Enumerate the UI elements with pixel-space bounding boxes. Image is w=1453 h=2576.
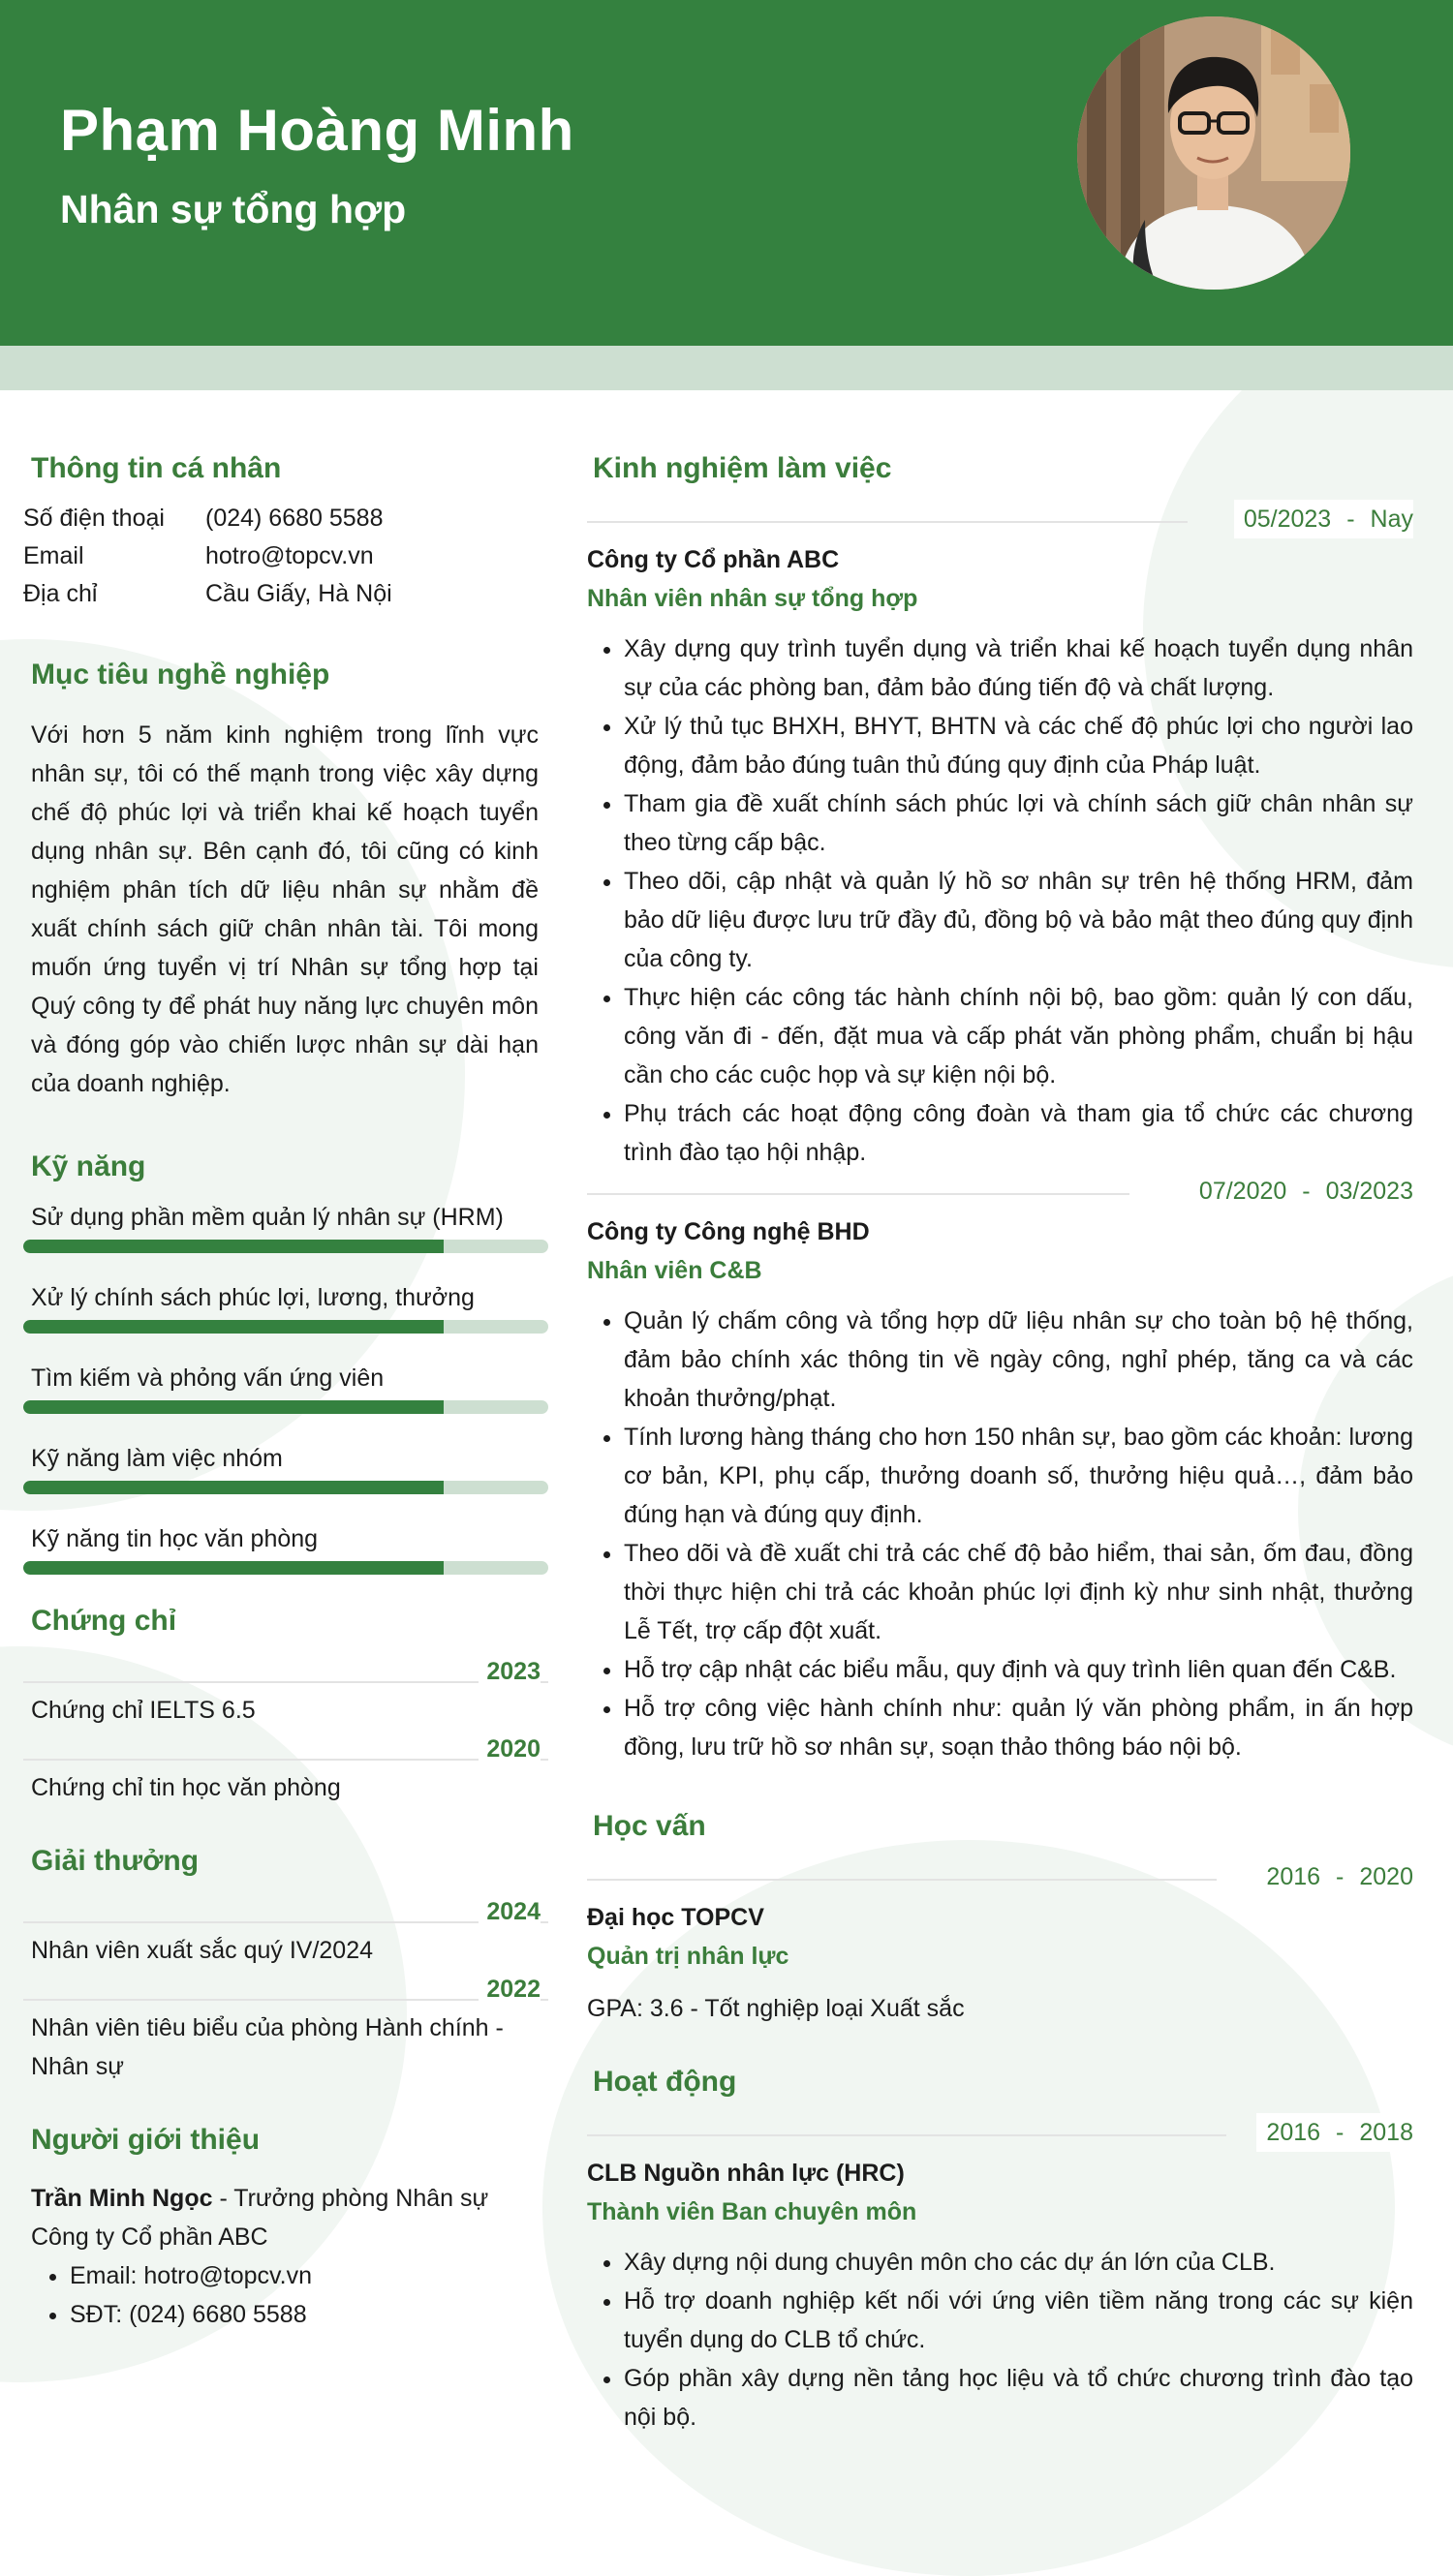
objective-heading: Mục tiêu nghề nghiệp: [31, 659, 330, 690]
education-school: Đại học TOPCV: [587, 1904, 764, 1931]
education-dates: 2016 - 2020: [1256, 1857, 1413, 1896]
job-duty: • Xây dựng quy trình tuyển dụng và triển khai kế hoạch tuyển dụng nhân sự của các phòng ban, đảm bảo đúng tiến độ và chất lượng.: [624, 629, 1413, 707]
job-start: 07/2020: [1198, 1178, 1287, 1205]
activity-dates: 2016 - 2018: [1256, 2113, 1413, 2152]
certificate-year-row: [23, 1730, 548, 1768]
education-entry: [587, 1857, 1413, 2028]
info-label: Số điện thoại: [23, 505, 165, 532]
skill-label: Kỹ năng tin học văn phòng: [31, 1525, 319, 1552]
job-dates: 07/2020 - 03/2023: [1190, 1172, 1413, 1211]
awards-heading: Giải thưởng: [31, 1845, 200, 1877]
reference-email: • Email: hotro@topcv.vn: [70, 2256, 548, 2295]
certificate-year: 2020: [479, 1730, 541, 1768]
right-column: [587, 426, 1413, 2437]
profile-photo: [1077, 16, 1350, 290]
job-duty: • Tham gia đề xuất chính sách phúc lợi và chính sách giữ chân nhân sự theo từng cấp bậc.: [624, 784, 1413, 862]
education-major: Quản trị nhân lực: [587, 1943, 789, 1970]
skill-label: Tìm kiếm và phỏng vấn ứng viên: [31, 1365, 385, 1392]
reference-person: [31, 2179, 548, 2218]
activity-duty: • Hỗ trợ doanh nghiệp kết nối với ứng viên tiềm năng trong các sự kiện tuyển dụng do CLB tổ chức.: [624, 2282, 1413, 2359]
reference-role: - Trưởng phòng Nhân sự: [212, 2185, 489, 2212]
header-band: [0, 346, 1453, 390]
activity-start: 2016: [1266, 2119, 1321, 2146]
reference-phone: • SĐT: (024) 6680 5588: [70, 2295, 548, 2334]
skill-bar: [23, 1561, 548, 1575]
job-position: Nhân viên C&B: [587, 1257, 762, 1284]
skill-bar: [23, 1481, 548, 1494]
info-label: Email: [23, 542, 84, 569]
skill-label: Sử dụng phần mềm quản lý nhân sự (HRM): [31, 1204, 504, 1231]
award-year: 2022: [479, 1970, 541, 2009]
job-end: Nay: [1370, 506, 1413, 533]
certificate-year: 2023: [479, 1652, 541, 1691]
reference-name: Trần Minh Ngọc: [31, 2185, 213, 2212]
activity-duty: • Xây dựng nội dung chuyên môn cho các dự án lớn của CLB.: [624, 2243, 1413, 2282]
job-duties: [587, 1302, 1413, 1766]
job-dates: 05/2023 - Nay: [1234, 500, 1413, 538]
activity-duties: [587, 2243, 1413, 2437]
personal-info: [23, 500, 548, 613]
activity-org: CLB Nguồn nhân lực (HRC): [587, 2160, 905, 2187]
job-duty: • Tính lương hàng tháng cho hơn 150 nhân sự, bao gồm các khoản: lương cơ bản, KPI, phụ cấp, thưởng doanh số, thưởng hiệu quả…, đảm bảo đúng hạn và đúng quy định.: [624, 1418, 1413, 1534]
job-duty: • Phụ trách các hoạt động công đoàn và tham gia tổ chức các chương trình đào tạo hội nhập.: [624, 1094, 1413, 1172]
info-value: Cầu Giấy, Hà Nội: [205, 580, 392, 607]
job-start: 05/2023: [1243, 506, 1332, 533]
objective-text: Với hơn 5 năm kinh nghiệm trong lĩnh vực nhân sự, tôi có thế mạnh trong việc xây dựng chế độ phúc lợi và triển khai kế hoạch tuyển dụng nhân sự. Bên cạnh đó, tôi cũng có kinh nghiệm phân tích dữ liệu nhân sự nhằm đề xuất chính sách giữ chân nhân tài. Tôi mong muốn ứng tuyển vị trí Nhân sự tổng hợp tại Quý công ty để phát huy năng lực chuyên môn và đóng góp vào chiến lược nhân sự dài hạn của doanh nghiệp.: [31, 721, 539, 1097]
info-label: Địa chỉ: [23, 580, 98, 607]
job-duty: • Theo dõi và đề xuất chi trả các chế độ bảo hiểm, thai sản, ốm đau, đồng thời thực hiện chi trả các khoản phúc lợi định kỳ như sinh nhật, thưởng Lễ Tết, trợ cấp đột xuất.: [624, 1534, 1413, 1650]
skill-bar-fill: [23, 1561, 444, 1575]
experience-heading: Kinh nghiệm làm việc: [593, 452, 892, 484]
job-duty: • Theo dõi, cập nhật và quản lý hồ sơ nhân sự trên hệ thống HRM, đảm bảo dữ liệu được lưu trữ đầy đủ, đồng bộ và bảo mật theo đúng quy định của công ty.: [624, 862, 1413, 978]
divider: [23, 1681, 548, 1683]
activity-duty: • Góp phần xây dựng nền tảng học liệu và tổ chức chương trình đào tạo nội bộ.: [624, 2359, 1413, 2437]
education-heading: Học vấn: [593, 1810, 706, 1842]
skills-heading: Kỹ năng: [31, 1150, 146, 1182]
info-row-phone: [23, 500, 548, 537]
job-company: Công ty Công nghệ BHD: [587, 1218, 870, 1245]
activities-heading: Hoạt động: [593, 2066, 737, 2098]
skill-bar: [23, 1240, 548, 1253]
info-value: hotro@topcv.vn: [205, 542, 374, 569]
candidate-title: Nhân sự tổng hợp: [60, 187, 407, 231]
award-year-row: [23, 1970, 548, 2009]
reference-heading: Người giới thiệu: [31, 2124, 261, 2156]
skill-label: Kỹ năng làm việc nhóm: [31, 1445, 283, 1472]
personal-info-heading: Thông tin cá nhân: [31, 452, 282, 484]
job-company: Công ty Cổ phần ABC: [587, 546, 840, 573]
activity-entry: [587, 2113, 1413, 2437]
divider: [587, 521, 1188, 523]
certificate-name: Chứng chỉ tin học văn phòng: [31, 1774, 341, 1801]
activity-end: 2018: [1359, 2119, 1413, 2146]
skill-bar-fill: [23, 1320, 444, 1334]
job-entry: [587, 500, 1413, 1172]
job-entry: [587, 1172, 1413, 1766]
skill-label: Xử lý chính sách phúc lợi, lương, thưởng: [31, 1284, 475, 1311]
education-end: 2020: [1359, 1863, 1413, 1890]
job-date-row: [587, 500, 1413, 538]
job-duties: [587, 629, 1413, 1172]
divider: [23, 1999, 548, 2001]
info-row-email: [23, 537, 548, 575]
job-duty: • Thực hiện các công tác hành chính nội bộ, bao gồm: quản lý con dấu, công văn đi - đến, đặt mua và cấp phát văn phòng phẩm, chuẩn bị hậu cần cho các cuộc họp và sự kiện nội bộ.: [624, 978, 1413, 1094]
education-date-row: [587, 1857, 1413, 1896]
job-duty: • Hỗ trợ công việc hành chính như: quản lý văn phòng phẩm, in ấn hợp đồng, lưu trữ hồ sơ nhân sự, soạn thảo thông báo nội bộ.: [624, 1689, 1413, 1766]
reference-block: [23, 2179, 548, 2334]
job-end: 03/2023: [1325, 1178, 1413, 1205]
skills-list: [23, 1198, 548, 1575]
divider: [587, 1879, 1217, 1881]
skill-bar-fill: [23, 1481, 444, 1494]
award-year-row: [23, 1892, 548, 1931]
certificate-year-row: [23, 1652, 548, 1691]
job-duty: • Hỗ trợ cập nhật các biểu mẫu, quy định và quy trình liên quan đến C&B.: [624, 1650, 1413, 1689]
candidate-name: Phạm Hoàng Minh: [60, 98, 574, 163]
left-column: [23, 426, 548, 2334]
divider: [587, 2134, 1226, 2136]
divider: [587, 1193, 1129, 1195]
award-year: 2024: [479, 1892, 541, 1931]
job-duty: • Xử lý thủ tục BHXH, BHYT, BHTN và các chế độ phúc lợi cho người lao động, đảm bảo đúng tuân thủ đúng quy định của Pháp luật.: [624, 707, 1413, 784]
certificate-name: Chứng chỉ IELTS 6.5: [31, 1697, 256, 1724]
education-start: 2016: [1266, 1863, 1321, 1890]
certificates-heading: Chứng chỉ: [31, 1605, 177, 1637]
skill-bar: [23, 1320, 548, 1334]
skill-bar-fill: [23, 1240, 444, 1253]
divider: [23, 1759, 548, 1761]
award-name: Nhân viên tiêu biểu của phòng Hành chính - Nhân sự: [31, 2014, 504, 2080]
activity-role: Thành viên Ban chuyên môn: [587, 2198, 917, 2225]
job-position: Nhân viên nhân sự tổng hợp: [587, 585, 918, 612]
certificates-list: [23, 1652, 548, 1807]
job-date-row: [587, 1172, 1413, 1211]
skill-bar-fill: [23, 1400, 444, 1414]
activity-date-row: [587, 2113, 1413, 2152]
skill-bar: [23, 1400, 548, 1414]
awards-list: [23, 1892, 548, 2086]
reference-contacts: [23, 2256, 548, 2334]
info-value: (024) 6680 5588: [205, 505, 384, 532]
reference-company: Công ty Cổ phần ABC: [31, 2223, 268, 2251]
divider: [23, 1921, 548, 1923]
award-name: Nhân viên xuất sắc quý IV/2024: [31, 1937, 374, 1964]
education-note: GPA: 3.6 - Tốt nghiệp loại Xuất sắc: [587, 1995, 965, 2022]
info-row-address: [23, 575, 548, 613]
job-duty: • Quản lý chấm công và tổng hợp dữ liệu nhân sự cho toàn bộ hệ thống, đảm bảo chính xác thông tin về ngày công, nghỉ phép, tăng ca và các khoản thưởng/phạt.: [624, 1302, 1413, 1418]
